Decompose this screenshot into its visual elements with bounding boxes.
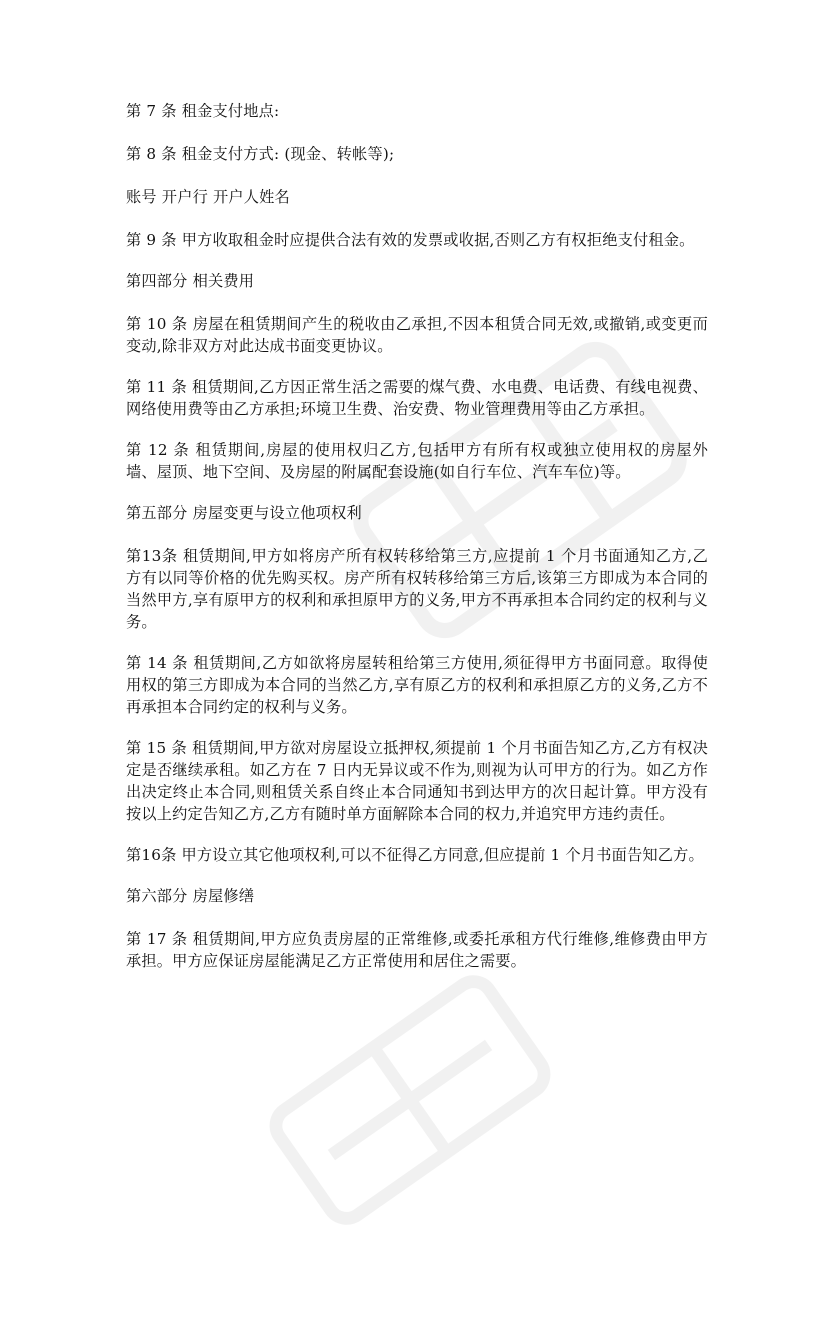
document-body [126,100,708,991]
paragraph-article-12: 第 12 条 租赁期间,房屋的使用权归乙方,包括甲方有所有权或独立使用权的房屋外墙、屋顶、地下空间、及房屋的附属配套设施(如自行车位、汽车车位)等。 [126,441,708,481]
paragraph-account-info: 账号 开户行 开户人姓名 [126,188,290,206]
paragraph-article-8: 第 8 条 租金支付方式: (现金、转帐等); [126,145,395,163]
section-heading-part-6: 第六部分 房屋修缮 [126,887,255,905]
paragraph-article-9: 第 9 条 甲方收取租金时应提供合法有效的发票或收据,否则乙方有权拒绝支付租金。 [126,231,695,249]
paragraph-article-10: 第 10 条 房屋在租赁期间产生的税收由乙承担,不因本租赁合同无效,或撤销,或变更而变动,除非双方对此达成书面变更协议。 [126,315,708,355]
paragraph-article-17: 第 17 条 租赁期间,甲方应负责房屋的正常维修,或委托承租方代行维修,维修费由甲方承担。甲方应保证房屋能满足乙方正常使用和居住之需要。 [126,930,708,970]
paragraph-article-7: 第 7 条 租金支付地点: [126,102,280,120]
section-heading-part-5: 第五部分 房屋变更与设立他项权利 [126,504,362,522]
paragraph-article-16: 第16条 甲方设立其它他项权利,可以不征得乙方同意,但应提前 1 个月书面告知乙方。 [126,846,704,864]
section-heading-part-4: 第四部分 相关费用 [126,272,255,290]
paragraph-article-14: 第 14 条 租赁期间,乙方如欲将房屋转租给第三方使用,须征得甲方书面同意。取得使用权的第三方即成为本合同的当然乙方,享有原乙方的权利和承担原乙方的义务,乙方不再承担本合同约定的权利与义务。 [126,654,708,716]
paragraph-article-15: 第 15 条 租赁期间,甲方欲对房屋设立抵押权,须提前 1 个月书面告知乙方,乙方有权决定是否继续承租。如乙方在 7 日内无异议或不作为,则视为认可甲方的行为。如乙方作出决定终止本合同,则租赁关系自终止本合同通知书到达甲方的次日起计算。甲方没有按以上约定告知乙方,乙方有随时单方面解除本合同的权力,并追究甲方违约责任。 [126,739,708,823]
paragraph-article-11: 第 11 条 租赁期间,乙方因正常生活之需要的煤气费、水电费、电话费、有线电视费、网络使用费等由乙方承担;环境卫生费、治安费、物业管理费用等由乙方承担。 [126,378,708,418]
paragraph-article-13: 第13条 租赁期间,甲方如将房产所有权转移给第三方,应提前 1 个月书面通知乙方,乙方有以同等价格的优先购买权。房产所有权转移给第三方后,该第三方即成为本合同的当然甲方,享有原甲方的权利和承担原甲方的义务,甲方不再承担本合同约定的权利与义务。 [126,547,708,631]
